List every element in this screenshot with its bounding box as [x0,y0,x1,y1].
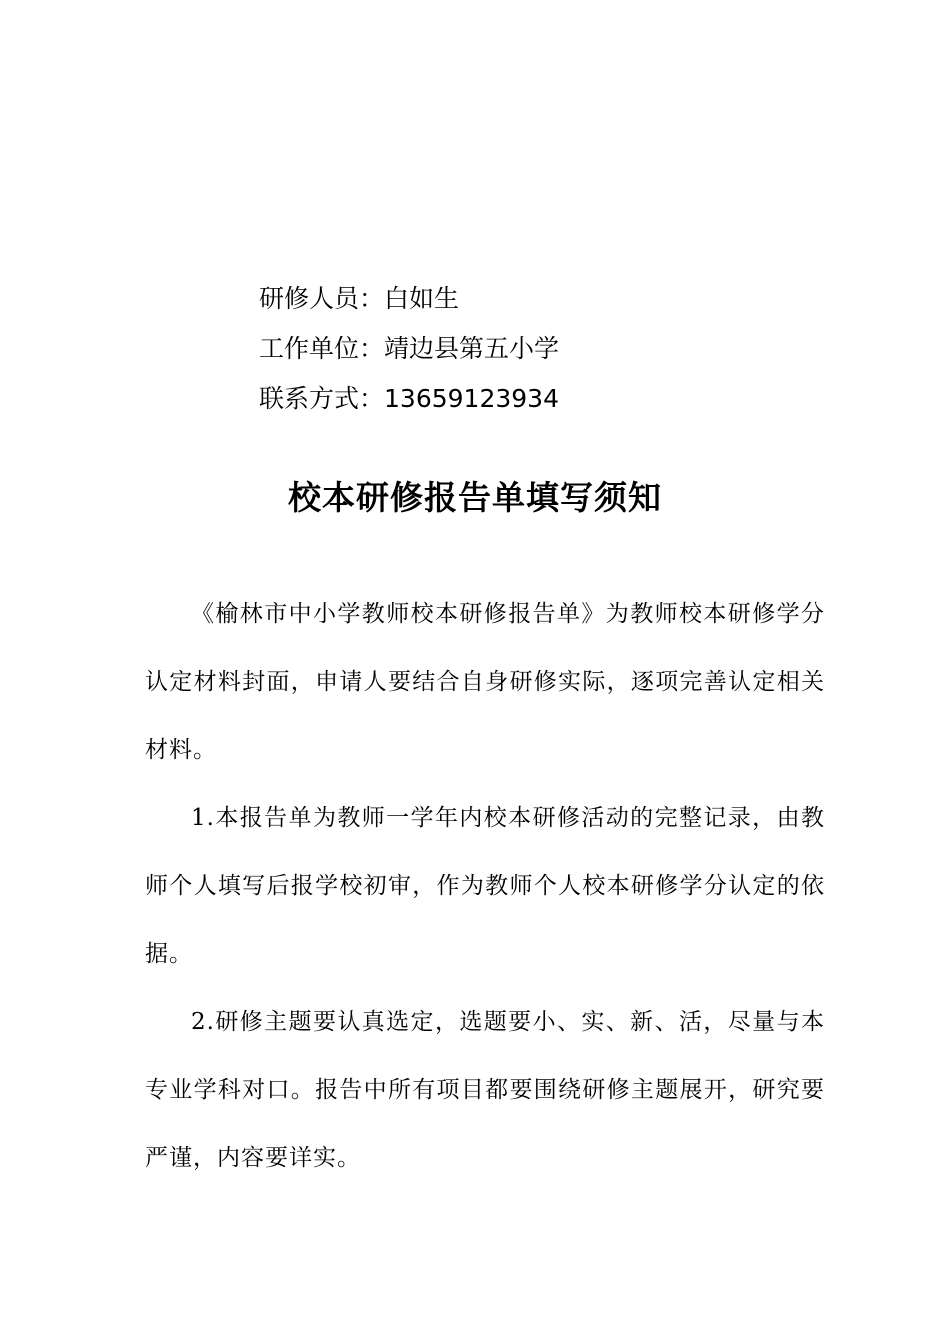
contact-line [259,378,559,428]
work-unit-value: 靖边县第五小学 [384,334,560,363]
work-unit-label: 工作单位： [259,334,385,363]
work-unit-line [259,328,559,378]
instruction-item-2: 2.研修主题要认真选定，选题要小、实、新、活，尽量与本专业学科对口。报告中所有项目都要围绕研修主题展开，研究要严谨，内容要详实。 [145,1009,825,1171]
researcher-info [259,278,559,428]
researcher-line [259,278,559,328]
researcher-label: 研修人员： [259,284,385,313]
instructions-body [145,580,825,1192]
page-title: 校本研修报告单填写须知 [288,478,662,517]
contact-label: 联系方式： [259,384,385,413]
instruction-item-1: 1.本报告单为教师一学年内校本研修活动的完整记录，由教师个人填写后报学校初审，作为教师个人校本研修学分认定的依据。 [145,805,825,967]
intro-paragraph: 《榆林市中小学教师校本研修报告单》为教师校本研修学分认定材料封面，申请人要结合自身研修实际，逐项完善认定相关材料。 [145,601,825,763]
researcher-name: 白如生 [384,284,460,313]
contact-value: 13659123934 [384,384,559,413]
